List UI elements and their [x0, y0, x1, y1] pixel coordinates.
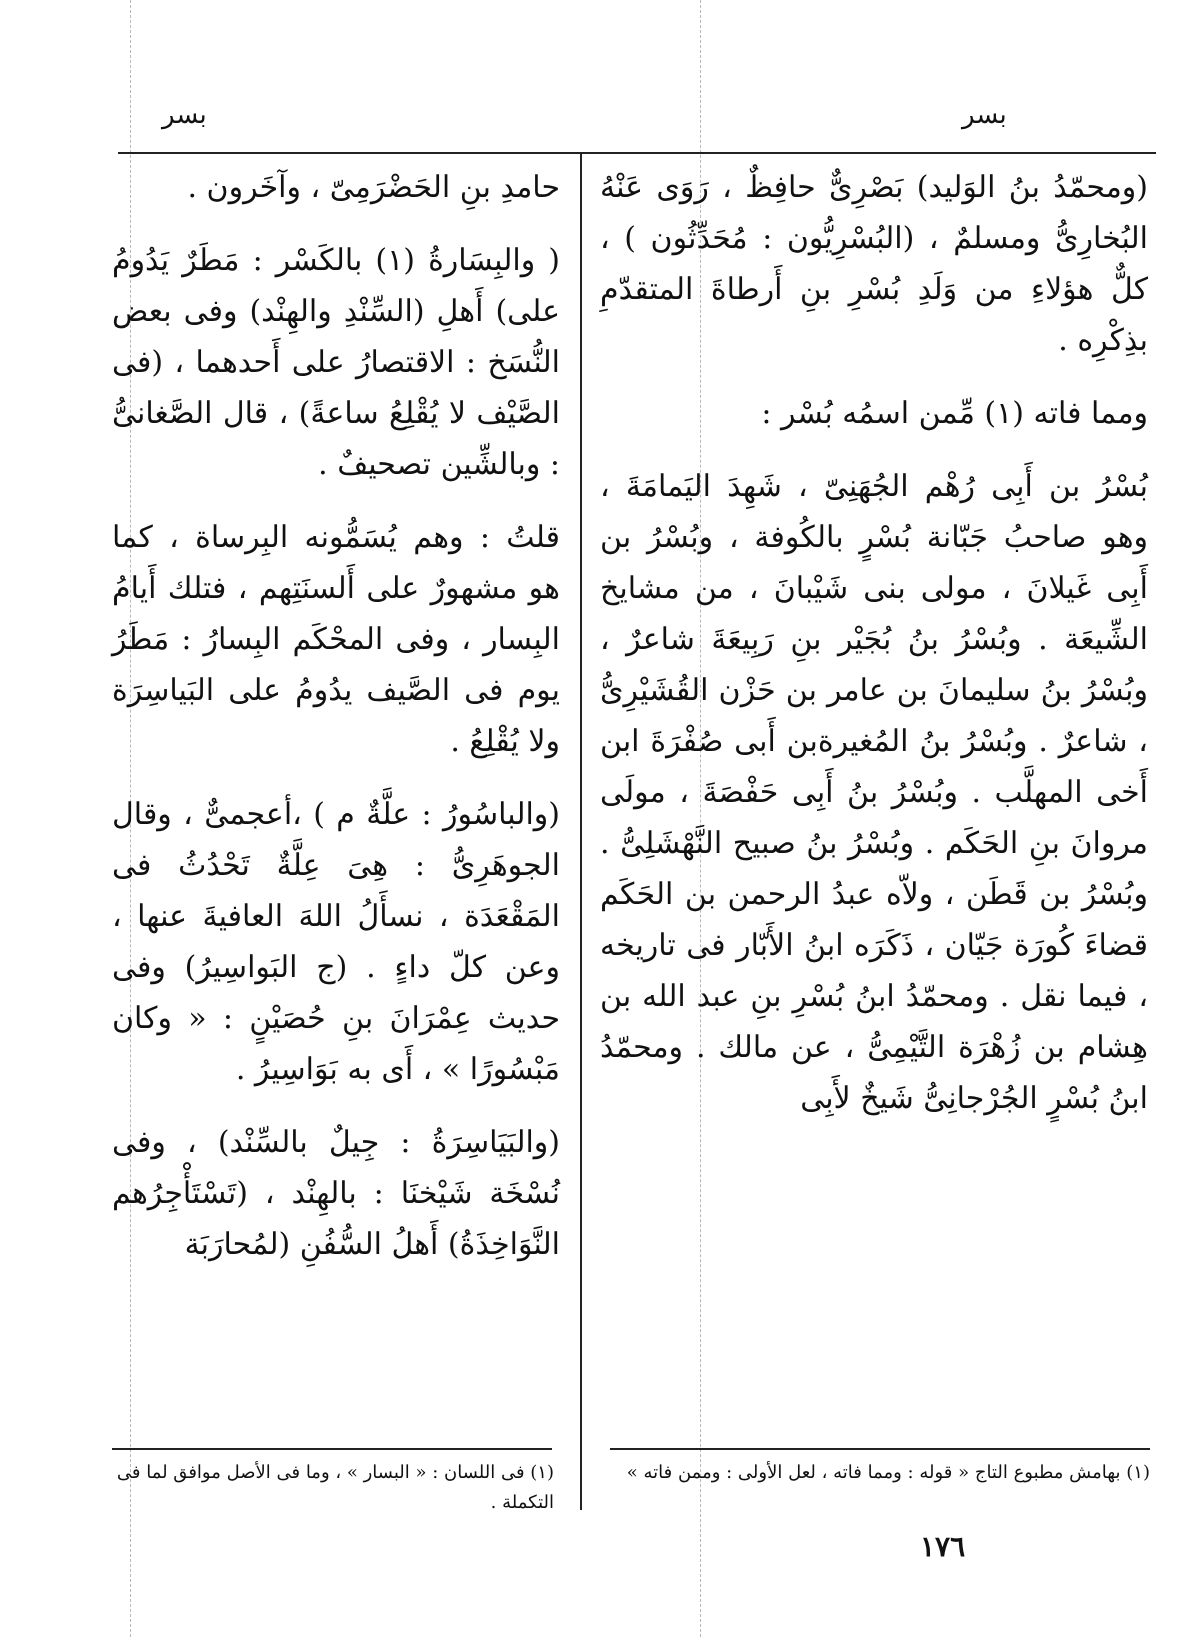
running-header-left: بسر [162, 100, 207, 130]
column-divider [580, 153, 582, 1510]
paragraph: (والباسُورُ : علَّةٌ م ) ،أعجمىٌّ ، وقال الجوهَرِىُّ : هِىَ عِلَّةٌ تَحْدُثُ فى المَقْعَدَة ، نسأَلُ اللهَ العافيةَ عنها ، وعن كلّ داءٍ . (ج البَواسِيرُ) وفى حديث عِمْرَانَ بنِ حُصَيْنٍ : « وكان مَبْسُورًا » ، أَى به بَوَاسِيرُ . [112, 797, 560, 1087]
right-column [600, 162, 1148, 1124]
footnote-right: (١) بهامش مطبوع التاج « قوله : ومما فاته ، لعل الأولى : وممن فاته » [626, 1462, 1150, 1483]
header-rule [118, 152, 1156, 154]
paragraph: حامدِ بنِ الحَضْرَمِىّ ، وآخَرون . [187, 170, 560, 205]
paragraph: (ومحمّدُ بنُ الوَليد) بَصْرِىٌّ حافِظٌ ، رَوَى عَنْهُ البُخارِىُّ ومسلمٌ ، (البُسْرِيُّون : مُحَدِّثُون ) ، كلٌّ هؤلاءِ من وَلَدِ بُسْرِ بنِ أَرطاةَ المتقدّمِ بذِكْرِه . [600, 170, 1148, 358]
footnote-rule-right [610, 1448, 1150, 1450]
paragraph: (والبَيَاسِرَةُ : جِيلٌ بالسِّنْد) ، وفى نُسْخَة شَيْخنَا : بالهِنْد ، (تَسْتَأْجِرُهم النَّوَاخِذَةُ) أَهلُ السُّفُنِ (لمُحارَبَة [112, 1125, 560, 1262]
running-header-right: بسر [962, 100, 1007, 130]
paragraph: ومما فاته (١) مِّمن اسمُه بُسْر : [761, 396, 1148, 431]
paragraph: قلتُ : وهم يُسَمُّونه البِرساة ، كما هو مشهورٌ على أَلسنَتِهم ، فتلك أَيامُ البِسار ، وفى المحْكَم البِسارُ : مَطَرُ يوم فى الصَّيف يدُومُ على البَياسِرَة ولا يُقْلِعُ . [112, 520, 560, 759]
page-number: ١٧٦ [920, 1530, 966, 1563]
paragraph: بُسْرُ بن أَبِى رُهْم الجُهَنِىّ ، شَهِدَ اليَمامَةَ ، وهو صاحبُ جَبّانة بُسْرٍ بالكُوفة ، وبُسْرُ بن أَبِى غَيلانَ ، مولى بنى شَيْبانَ ، من مشايخ الشِّيعَة . وبُسْرُ بنُ بُجَيْر بنِ رَبِيعَةَ شاعرٌ ، وبُسْرُ بنُ سليمانَ بن عامر بن حَزْن القُشَيْرِىُّ ، شاعرٌ . وبُسْرُ بنُ المُغيرةبن أَبى صُفْرَةَ ابن أَخى المهلَّب . وبُسْرُ بنُ أَبِى حَفْصَةَ ، مولَى مروانَ بنِ الحَكَم . وبُسْرُ بنُ صبيح النَّهْشَلِىُّ . وبُسْرُ بن قَطَن ، ولاّه عبدُ الرحمن بن الحَكَم قضاءَ كُورَة جَيّان ، ذَكَرَه ابنُ الأَبّار فى تاريخه ، فيما نقل . ومحمّدُ ابنُ بُسْرِ بنِ عبد الله بن هِشام بن زُهْرَة التَّيْمِىُّ ، عن مالك . ومحمّدُ ابنُ بُسْرٍ الجُرْجانِىُّ شَيخٌ لأَبِى [600, 469, 1148, 1116]
footnote-rule-left [112, 1448, 552, 1450]
left-column [112, 162, 560, 1270]
paragraph: ( والبِسَارةُ (١) بالكَسْر : مَطَرٌ يَدُومُ على) أَهلِ (السِّنْدِ والهِنْد) وفى بعض النُّسَخ : الاقتصارُ على أَحدهما ، (فى الصَّيْف لا يُقْلِعُ ساعةً) ، قال الصَّغانىُّ : وبالشِّين تصحيفٌ . [112, 243, 561, 482]
footnote-left: (١) فى اللسان : « البسار » ، وما فى الأصل موافق لما فى التكملة . [116, 1462, 554, 1513]
